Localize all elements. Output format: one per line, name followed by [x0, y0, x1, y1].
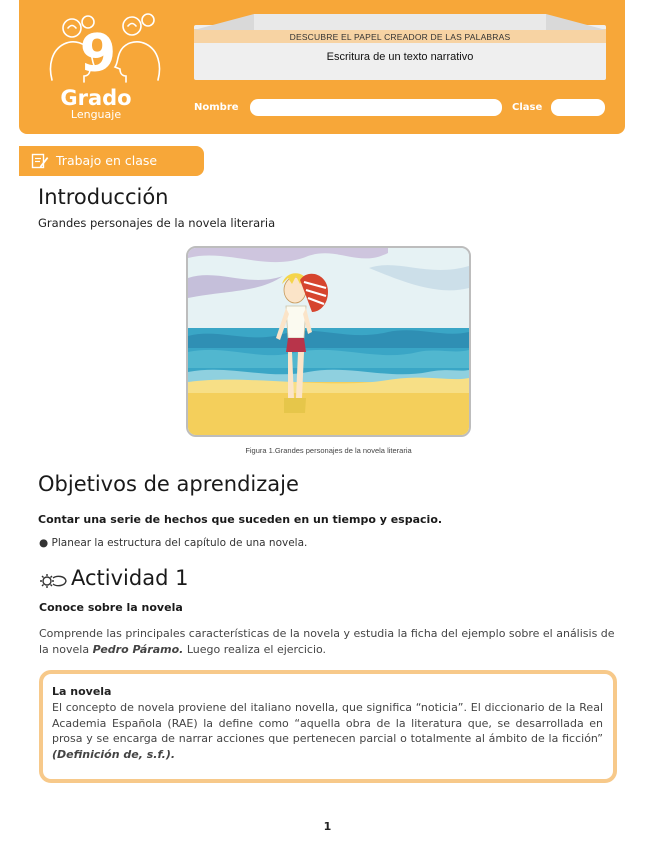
introduction-heading: Introducción	[38, 185, 169, 209]
objective-main: Contar una serie de hechos que suceden en un tiempo y espacio.	[38, 513, 443, 526]
figure-caption: Figura 1.Grandes personajes de la novela literaria	[245, 446, 412, 455]
grade-number: 9	[79, 24, 115, 84]
pencil-note-icon	[31, 152, 49, 170]
activity-heading: Actividad 1	[71, 566, 189, 590]
lesson-title: Escritura de un texto narrativo	[326, 51, 474, 63]
class-label: Clase	[512, 102, 543, 113]
info-box-body: El concepto de novela proviene del italiano novella, que significa “noticia”. El diccionario de la Real Academia Española (RAE) la define como “aquella obra de la literatura que, se desarrollada en prosa y se encarga de narrar acciones que pertenecen parcial o totalmente al ámbito de la ficción”	[52, 701, 603, 745]
figure-image	[186, 246, 471, 437]
info-box-text	[52, 700, 603, 762]
activity-text-before: Comprende las principales características de la novela y estudia la ficha del ejemplo sobre el análisis de la novela	[39, 627, 615, 656]
grade-label: Grado	[60, 86, 132, 110]
gears-icon	[39, 572, 67, 590]
activity-text	[39, 626, 619, 658]
page-number: 1	[323, 820, 332, 833]
unit-title: DESCUBRE EL PAPEL CREADOR DE LAS PALABRAS	[289, 32, 511, 42]
objective-bullet-text: Planear la estructura del capítulo de una novela.	[51, 537, 308, 549]
class-field[interactable]	[551, 99, 605, 116]
subject-label: Lenguaje	[70, 108, 122, 121]
bullet-dot-icon: ●	[39, 537, 49, 549]
novel-title: Pedro Páramo.	[92, 643, 184, 656]
info-box-title: La novela	[52, 685, 112, 698]
beach-illustration	[188, 248, 469, 435]
activity-subheading: Conoce sobre la novela	[39, 601, 183, 614]
info-box-citation: (Definición de, s.f.).	[52, 747, 176, 761]
objective-bullet	[39, 536, 307, 551]
activity-text-after: Luego realiza el ejercicio.	[183, 643, 327, 656]
introduction-text: Grandes personajes de la novela literaria	[38, 216, 276, 230]
tab-label: Trabajo en clase	[56, 153, 158, 168]
name-field[interactable]	[250, 99, 502, 116]
banner-flaps	[194, 0, 606, 30]
objectives-heading: Objetivos de aprendizaje	[38, 472, 299, 496]
name-label: Nombre	[194, 102, 239, 113]
